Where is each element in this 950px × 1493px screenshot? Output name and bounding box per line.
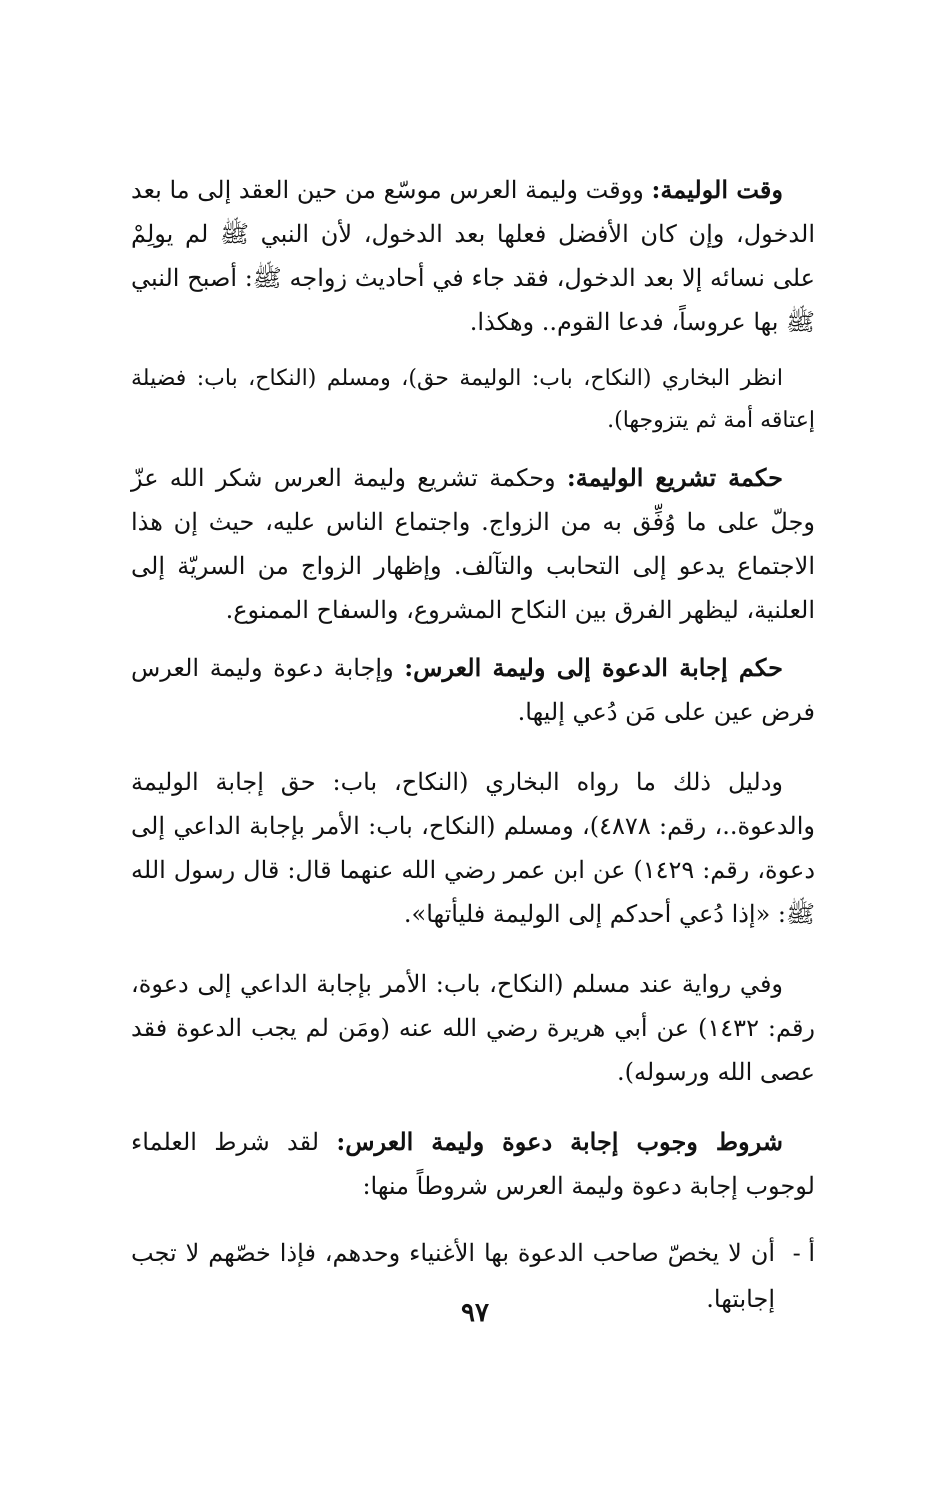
list-marker: أ - (792, 1239, 815, 1267)
list-item-text: أن لا يخصّ صاحب الدعوة بها الأغنياء وحدهم، فإذا خصّهم لا تجب إجابتها. (131, 1239, 775, 1313)
text-evidence-abu-hurayra: وفي رواية عند مسلم (النكاح، باب: الأمر بإجابة الداعي إلى دعوة، رقم: ١٤٣٢) عن أبي هريرة رضي الله عنه (ومَن لم يجب الدعوة فقد عصى الله ورسوله). (131, 970, 816, 1086)
paragraph-wedding-feast-wisdom (131, 456, 815, 632)
heading-wedding-feast-timing: وقت الوليمة: (651, 175, 783, 204)
paragraph-evidence-ibn-umar (131, 760, 815, 936)
text-wedding-feast-timing: ووقت وليمة العرس موسّع من حين العقد إلى ما بعد الدخول، وإن كان الأفضل فعلها بعد الدخول، لأن النبي ﷺ لم يولِمْ على نسائه إلا بعد الدخول، فقد جاء في أحاديث زواجه ﷺ: أصبح النبي ﷺ بها عروساً، فدعا القوم.. وهكذا. (131, 176, 815, 336)
text-invitation-ruling: وإجابة دعوة وليمة العرس فرض عين على مَن دُعي إليها. (131, 654, 815, 726)
heading-wedding-feast-wisdom: حكمة تشريع الوليمة: (566, 463, 783, 492)
text-invitation-conditions: لقد شرط العلماء لوجوب إجابة دعوة وليمة العرس شروطاً منها: (131, 1128, 815, 1200)
heading-invitation-ruling: حكم إجابة الدعوة إلى وليمة العرس: (404, 653, 783, 682)
text-wedding-feast-wisdom: وحكمة تشريع وليمة العرس شكر الله عزّ وجلّ على ما وُفِّق به من الزواج. واجتماع الناس عليه، حيث إن هذا الاجتماع يدعو إلى التحابب والتآلف. وإظهار الزواج من السريّة إلى العلنية، ليظهر الفرق بين النكاح المشروع، والسفاح الممنوع. (131, 464, 815, 624)
heading-invitation-conditions: شروط وجوب إجابة دعوة وليمة العرس: (336, 1127, 783, 1156)
paragraph-evidence-abu-hurayra (131, 962, 815, 1094)
page-body (131, 168, 815, 1322)
text-reference-bukhari-muslim: انظر البخاري (النكاح، باب: الوليمة حق)، ومسلم (النكاح، باب: فضيلة إعتاقه أمة ثم يتزوجها). (131, 366, 815, 433)
page-number: ٩٧ (461, 1298, 489, 1328)
paragraph-reference-bukhari-muslim (131, 358, 815, 442)
paragraph-invitation-ruling (131, 646, 815, 734)
text-evidence-ibn-umar: ودليل ذلك ما رواه البخاري (النكاح، باب: حق إجابة الوليمة والدعوة..، رقم: ٤٨٧٨)، ومسلم (النكاح، باب: الأمر بإجابة الداعي إلى دعوة، رقم: ١٤٢٩) عن ابن عمر رضي الله عنهما قال: قال رسول الله ﷺ: «إذا دُعي أحدكم إلى الوليمة فليأتها». (131, 768, 816, 928)
paragraph-invitation-conditions (131, 1120, 815, 1208)
paragraph-wedding-feast-timing (131, 168, 815, 344)
